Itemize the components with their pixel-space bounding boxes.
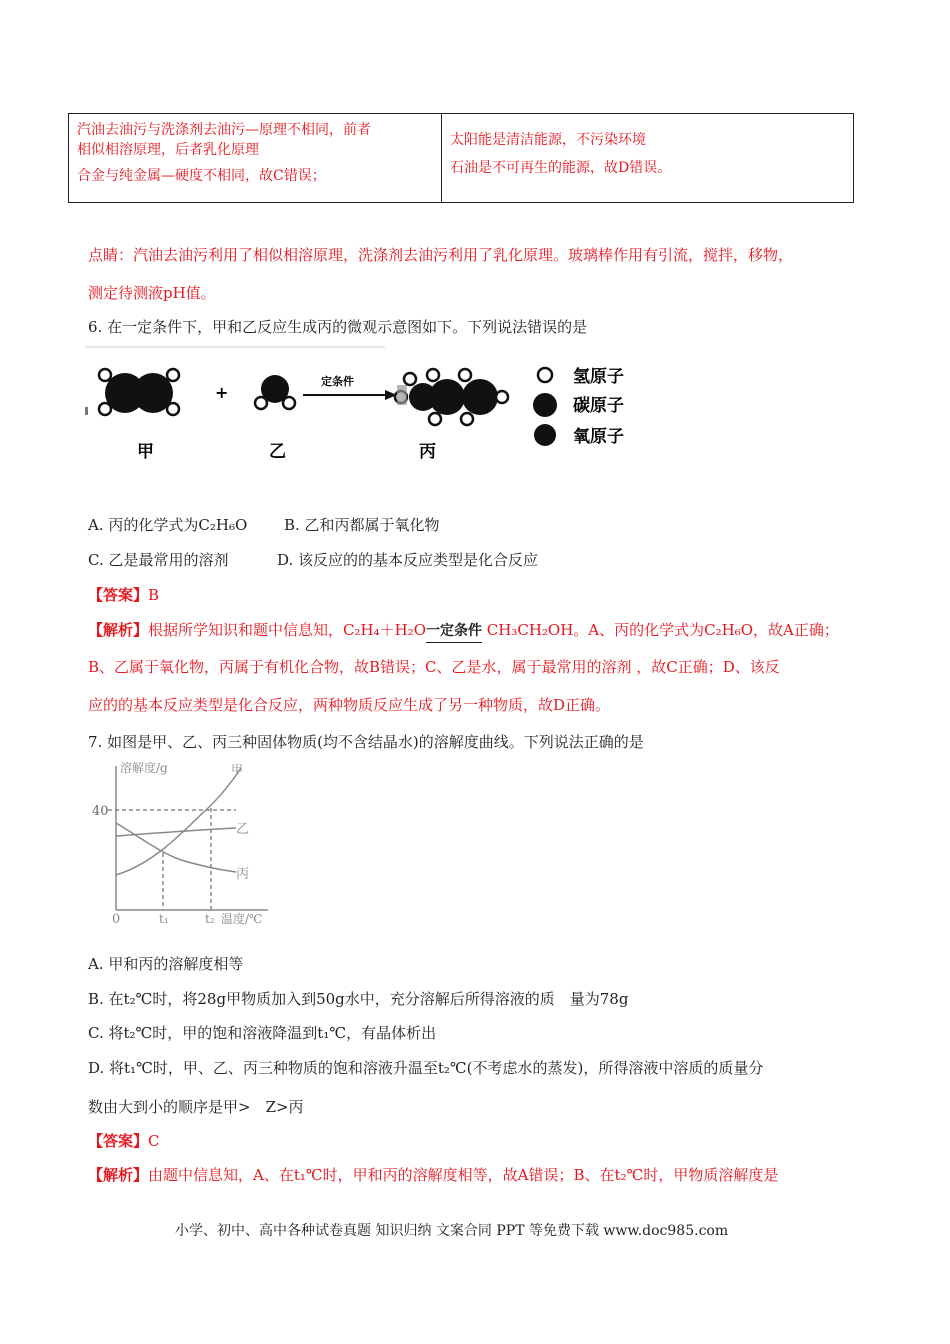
- solubility-graph: [86, 758, 286, 933]
- table-left-line3: 合金与纯金属—硬度不相同，故C错误；: [77, 168, 326, 184]
- legend-carbon: 碳原子: [573, 396, 624, 416]
- q6-answer: [88, 584, 159, 605]
- q6-stem: 6. 在一定条件下，甲和乙反应生成丙的微观示意图如下。下列说法错误的是: [88, 318, 588, 336]
- q7-analysis-text: 由题中信息知，A、在t₁℃时，甲和丙的溶解度相等，故A错误；B、在t₂℃时，甲物质溶解度是: [148, 1166, 779, 1184]
- molecule-jia: [99, 369, 179, 415]
- table-right-line1: 太阳能是清洁能源，不污染环境: [450, 132, 646, 148]
- q7-answer: [88, 1130, 160, 1151]
- graph-y40: 40: [92, 804, 109, 819]
- tip-line2: 测定待测液pH值。: [88, 284, 216, 302]
- q6-analysis-post: CH₃CH₂OH。A、丙的化学式为C₂H₆O，故A正确；: [482, 621, 839, 639]
- plus-sign: +: [215, 383, 229, 402]
- q7-option-c: C. 将t₂℃时，甲的饱和溶液降温到t₁℃，有晶体析出: [88, 1024, 437, 1042]
- q7-analysis-tag: 【解析】: [88, 1166, 149, 1184]
- comparison-table: [68, 113, 854, 203]
- q6-option-b: B. 乙和丙都属于氧化物: [284, 516, 440, 534]
- table-left-line1: 汽油去油污与洗涤剂去油污—原理不相同，前者: [77, 122, 371, 138]
- molecule-yi: [255, 375, 295, 409]
- table-cell-left: [69, 114, 442, 203]
- tip-line1: 点睛：汽油去油污利用了相似相溶原理，洗涤剂去油污利用了乳化原理。玻璃棒作用有引流，搅拌，移物，: [88, 246, 794, 264]
- graph-label-jia: 甲: [231, 763, 244, 777]
- q6-analysis-line3: 应的的基本反应类型是化合反应，两种物质反应生成了另一种物质，故D正确。: [88, 696, 611, 714]
- q7-option-b: B. 在t₂℃时，将28g甲物质加入到50g水中，充分溶解后所得溶液的质 量为78g: [88, 990, 629, 1008]
- reaction-diagram: [85, 345, 665, 470]
- graph-label-bing: 丙: [236, 867, 250, 882]
- arrow-label: 定条件: [321, 375, 354, 388]
- q7-stem: 7. 如图是甲、乙、丙三种固体物质(均不含结晶水)的溶解度曲线。下列说法正确的是: [88, 733, 644, 751]
- q6-analysis-line2: B、乙属于氧化物，丙属于有机化合物，故B错误；C、乙是水，属于最常用的溶剂 ，故C正确；D、该反: [88, 658, 780, 676]
- molecule-bing: [395, 369, 508, 425]
- q6-option-c: C. 乙是最常用的溶剂: [88, 551, 229, 569]
- curve-bing: [116, 823, 236, 872]
- graph-t2: t₂: [205, 912, 215, 926]
- graph-ylabel: 溶解度/g: [120, 761, 168, 775]
- q6-analysis-tag: 【解析】: [88, 621, 149, 639]
- table-cell-right: [442, 114, 854, 203]
- legend-hydrogen: 氢原子: [573, 367, 624, 387]
- q7-answer-tag: 【答案】: [88, 1132, 149, 1150]
- q6-answer-tag: 【答案】: [88, 586, 149, 604]
- reaction-arrow: [303, 374, 397, 400]
- atom-legend: [533, 366, 624, 447]
- q6-answer-value: B: [148, 586, 160, 604]
- q6-option-a: A. 丙的化学式为C₂H₆O: [88, 516, 248, 534]
- q7-option-a: A. 甲和丙的溶解度相等: [88, 955, 244, 973]
- q6-analysis-condition: 一定条件: [426, 620, 482, 640]
- q6-option-d: D. 该反应的的基本反应类型是化合反应: [277, 551, 539, 569]
- graph-t1: t₁: [159, 912, 169, 926]
- q7-analysis-line1: [88, 1164, 778, 1185]
- legend-oxygen: 氧原子: [573, 427, 624, 447]
- label-bing: 丙: [419, 442, 436, 462]
- page-footer: 小学、初中、高中各种试卷真题 知识归纳 文案合同 PPT 等免费下载 www.doc985.com: [175, 1223, 729, 1239]
- q7-answer-value: C: [148, 1132, 160, 1150]
- label-jia: 甲: [137, 442, 154, 462]
- graph-label-yi: 乙: [236, 822, 250, 837]
- q6-analysis-pre: 根据所学知识和题中信息知，C₂H₄＋H₂O: [148, 621, 426, 639]
- table-left-line2: 相似相溶原理，后者乳化原理: [77, 142, 259, 158]
- graph-xlabel: 温度/℃: [221, 912, 263, 926]
- graph-origin: 0: [112, 912, 121, 927]
- q7-option-d-line2: 数由大到小的顺序是甲> Z>丙: [88, 1098, 304, 1116]
- q7-option-d-line1: D. 将t₁℃时，甲、乙、丙三种物质的饱和溶液升温至t₂℃(不考虑水的蒸发)，所得溶液中溶质的质量分: [88, 1059, 764, 1077]
- table-right-line2: 石油是不可再生的能源，故D错误。: [450, 160, 672, 176]
- q6-analysis-line1: [88, 619, 839, 640]
- label-yi: 乙: [269, 442, 286, 462]
